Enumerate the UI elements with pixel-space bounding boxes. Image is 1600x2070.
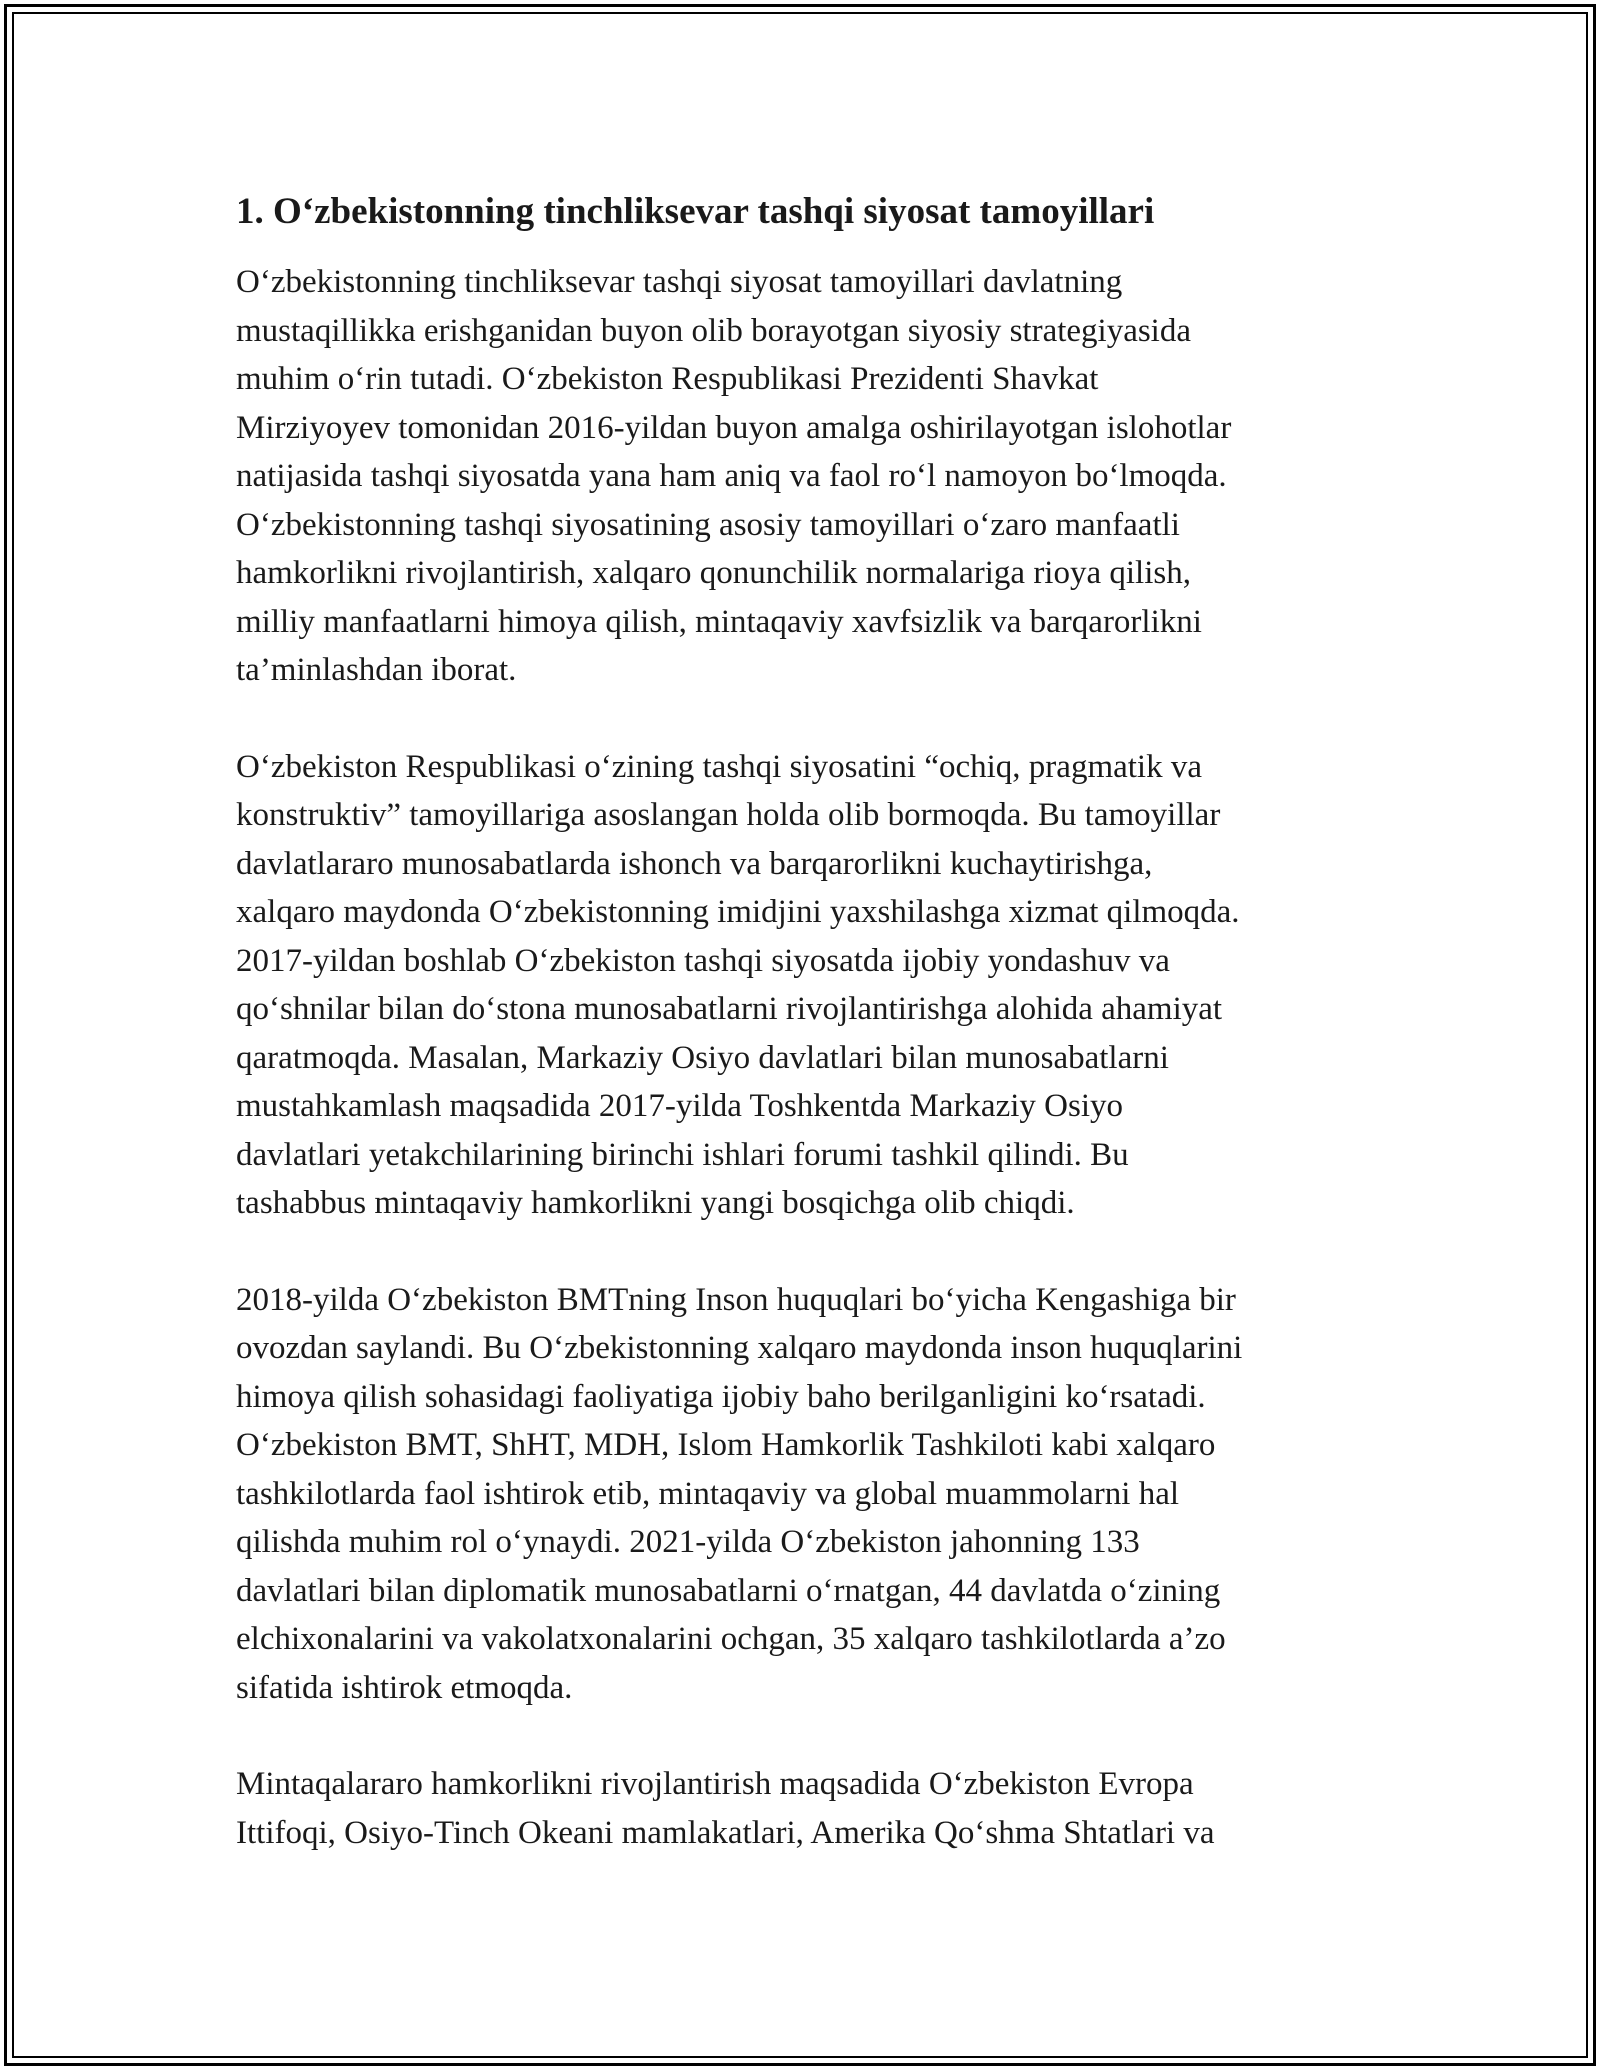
text-line: Ittifoqi, Osiyo-Tinch Okeani mamlakatlari, Amerika Qo‘shma Shtatlari va <box>236 1814 1215 1851</box>
text-line: mustahkamlash maqsadida 2017-yilda Toshkentda Markaziy Osiyo <box>236 1088 1123 1124</box>
text-line: ta’minlashdan iborat. <box>236 652 517 688</box>
text-line: 2018-yilda O‘zbekiston BMTning Inson huquqlari bo‘yicha Kengashiga bir <box>236 1281 1236 1318</box>
text-line: davlatlari yetakchilarining birinchi ishlari forumi tashkil qilindi. Bu <box>236 1136 1129 1173</box>
text-line: Mintaqalararo hamkorlikni rivojlantirish maqsadida O‘zbekiston Evropa <box>236 1766 1194 1802</box>
text-line: qilishda muhim rol o‘ynaydi. 2021-yilda O‘zbekiston jahonning 133 <box>236 1524 1140 1560</box>
paragraph <box>236 1760 1366 1857</box>
text-line: himoya qilish sohasidagi faoliyatiga ijobiy baho berilganligini ko‘rsatadi. <box>236 1378 1206 1415</box>
document-body <box>236 188 1366 1905</box>
text-line: O‘zbekistonning tashqi siyosatining asosiy tamoyillari o‘zaro manfaatli <box>236 506 1180 543</box>
paragraph <box>236 258 1366 695</box>
text-line: mustaqillikka erishganidan buyon olib borayotgan siyosiy strategiyasida <box>236 312 1192 349</box>
text-line: tashkilotlarda faol ishtirok etib, mintaqaviy va global muammolarni hal <box>236 1475 1180 1512</box>
text-line: 2017-yildan boshlab O‘zbekiston tashqi siyosatda ijobiy yondashuv va <box>236 942 1170 979</box>
text-line: davlatlari bilan diplomatik munosabatlarni o‘rnatgan, 44 davlatda o‘zining <box>236 1572 1221 1609</box>
text-line: tashabbus mintaqaviy hamkorlikni yangi bosqichga olib chiqdi. <box>236 1185 1075 1221</box>
text-line: natijasida tashqi siyosatda yana ham aniq va faol ro‘l namoyon bo‘lmoqda. <box>236 458 1227 494</box>
text-line: konstruktiv” tamoyillariga asoslangan holda olib bormoqda. Bu tamoyillar <box>236 797 1221 833</box>
paragraph-list <box>236 258 1366 1857</box>
text-line: davlatlararo munosabatlarda ishonch va barqarorlikni kuchaytirishga, <box>236 845 1153 882</box>
text-line: qaratmoqda. Masalan, Markaziy Osiyo davlatlari bilan munosabatlarni <box>236 1039 1169 1076</box>
text-line: ovozdan saylandi. Bu O‘zbekistonning xalqaro maydonda inson huquqlarini <box>236 1330 1243 1366</box>
paragraph <box>236 1276 1366 1713</box>
text-line: hamkorlikni rivojlantirish, xalqaro qonunchilik normalariga rioya qilish, <box>236 555 1191 591</box>
section-heading: 1. O‘zbekistonning tinchliksevar tashqi siyosat tamoyillari <box>236 191 1155 232</box>
text-line: O‘zbekiston BMT, ShHT, MDH, Islom Hamkorlik Tashkiloti kabi xalqaro <box>236 1427 1216 1463</box>
text-line: elchixonalarini va vakolatxonalarini ochgan, 35 xalqaro tashkilotlarda a’zo <box>236 1621 1226 1657</box>
text-line: sifatida ishtirok etmoqda. <box>236 1669 573 1706</box>
text-line: milliy manfaatlarni himoya qilish, mintaqaviy xavfsizlik va barqarorlikni <box>236 603 1202 640</box>
paragraph <box>236 743 1366 1228</box>
text-line: qo‘shnilar bilan do‘stona munosabatlarni rivojlantirishga alohida ahamiyat <box>236 991 1223 1027</box>
text-line: Mirziyoyev tomonidan 2016-yildan buyon amalga oshirilayotgan islohotlar <box>236 409 1232 446</box>
text-line: O‘zbekiston Respublikasi o‘zining tashqi siyosatini “ochiq, pragmatik va <box>236 748 1202 785</box>
text-line: O‘zbekistonning tinchliksevar tashqi siyosat tamoyillari davlatning <box>236 264 1123 300</box>
text-line: xalqaro maydonda O‘zbekistonning imidjini yaxshilashga xizmat qilmoqda. <box>236 894 1240 930</box>
text-line: muhim o‘rin tutadi. O‘zbekiston Respublikasi Prezidenti Shavkat <box>236 361 1099 397</box>
